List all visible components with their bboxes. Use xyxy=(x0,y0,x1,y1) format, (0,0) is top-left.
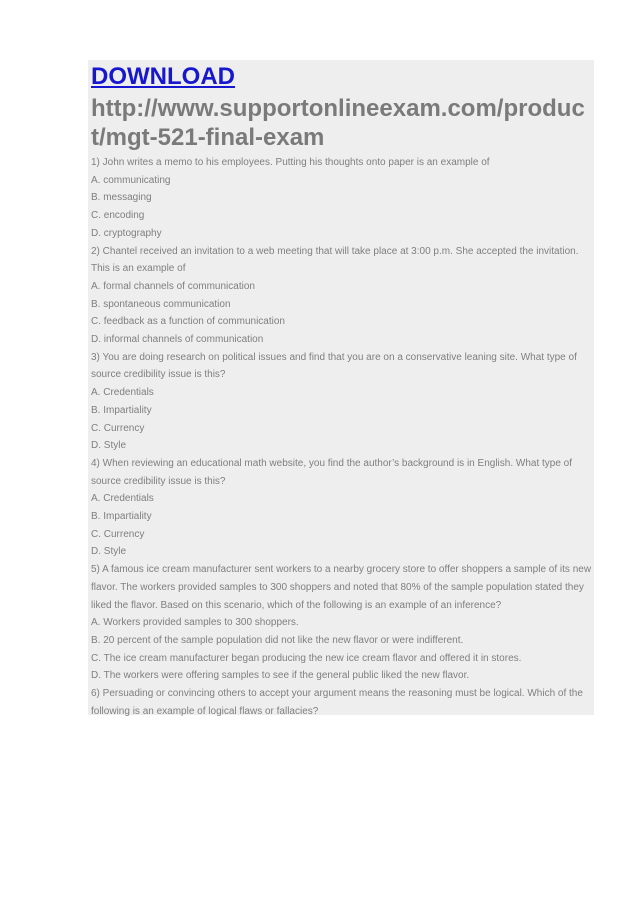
question-text: 3) You are doing research on political issues and find that you are on a conservative leaning site. What type of source credibility issue is this? xyxy=(91,351,577,381)
download-link[interactable]: DOWNLOAD xyxy=(91,63,235,90)
answer-option: B. 20 percent of the sample population did not like the new flavor or were indifferent. xyxy=(91,634,464,646)
question-text: 5) A famous ice cream manufacturer sent workers to a nearby grocery store to offer shoppers a sample of its new flavor. The workers provided samples to 300 shoppers and noted that 80% of the sample population stated they liked the flavor. Based on this scenario, which of the following is an example of an inference? xyxy=(91,564,592,611)
question-4 xyxy=(91,455,594,561)
answer-option: C. encoding xyxy=(91,210,145,222)
answer-option: C. feedback as a function of communication xyxy=(91,316,285,328)
question-1 xyxy=(91,154,594,243)
question-text: 6) Persuading or convincing others to accept your argument means the reasoning must be logical. Which of the following is an example of logical flaws or fallacies? xyxy=(91,688,583,717)
answer-option: D. Style xyxy=(91,440,127,452)
answer-option: C. Currency xyxy=(91,422,145,434)
answer-option: A. Credentials xyxy=(91,387,154,399)
answer-option: C. Currency xyxy=(91,528,145,540)
answer-option: C. The ice cream manufacturer began producing the new ice cream flavor and offered it in stores. xyxy=(91,652,522,664)
document-page xyxy=(88,60,594,715)
answer-option: B. messaging xyxy=(91,192,152,204)
answer-option: D. informal channels of communication xyxy=(91,334,264,346)
question-6 xyxy=(91,685,594,720)
answer-option: A. Workers provided samples to 300 shoppers. xyxy=(91,617,299,629)
question-5 xyxy=(91,561,594,685)
question-3 xyxy=(91,349,594,455)
question-text: 2) Chantel received an invitation to a web meeting that will take place at 3:00 p.m. She accepted the invitation. This is an example of xyxy=(91,245,579,275)
answer-option: D. Style xyxy=(91,546,127,558)
answer-option: A. communicating xyxy=(91,174,171,186)
question-text: 4) When reviewing an educational math website, you find the author’s background is in English. What type of source credibility issue is this? xyxy=(91,457,573,487)
answer-option: B. Impartiality xyxy=(91,404,152,416)
answer-option: D. The workers were offering samples to see if the general public liked the new flavor. xyxy=(91,670,470,682)
document-body xyxy=(88,62,594,721)
answer-option: B. spontaneous communication xyxy=(91,298,231,310)
question-2 xyxy=(91,243,594,349)
product-url-heading[interactable]: http://www.supportonlineexam.com/product/mgt-521-final-exam xyxy=(91,95,585,151)
answer-option: A. Credentials xyxy=(91,493,154,505)
question-text: 1) John writes a memo to his employees. Putting his thoughts onto paper is an example of xyxy=(91,157,490,168)
question-list xyxy=(91,154,594,721)
answer-option: A. formal channels of communication xyxy=(91,280,255,292)
answer-option: D. cryptography xyxy=(91,227,162,239)
answer-option: B. Impartiality xyxy=(91,511,152,523)
